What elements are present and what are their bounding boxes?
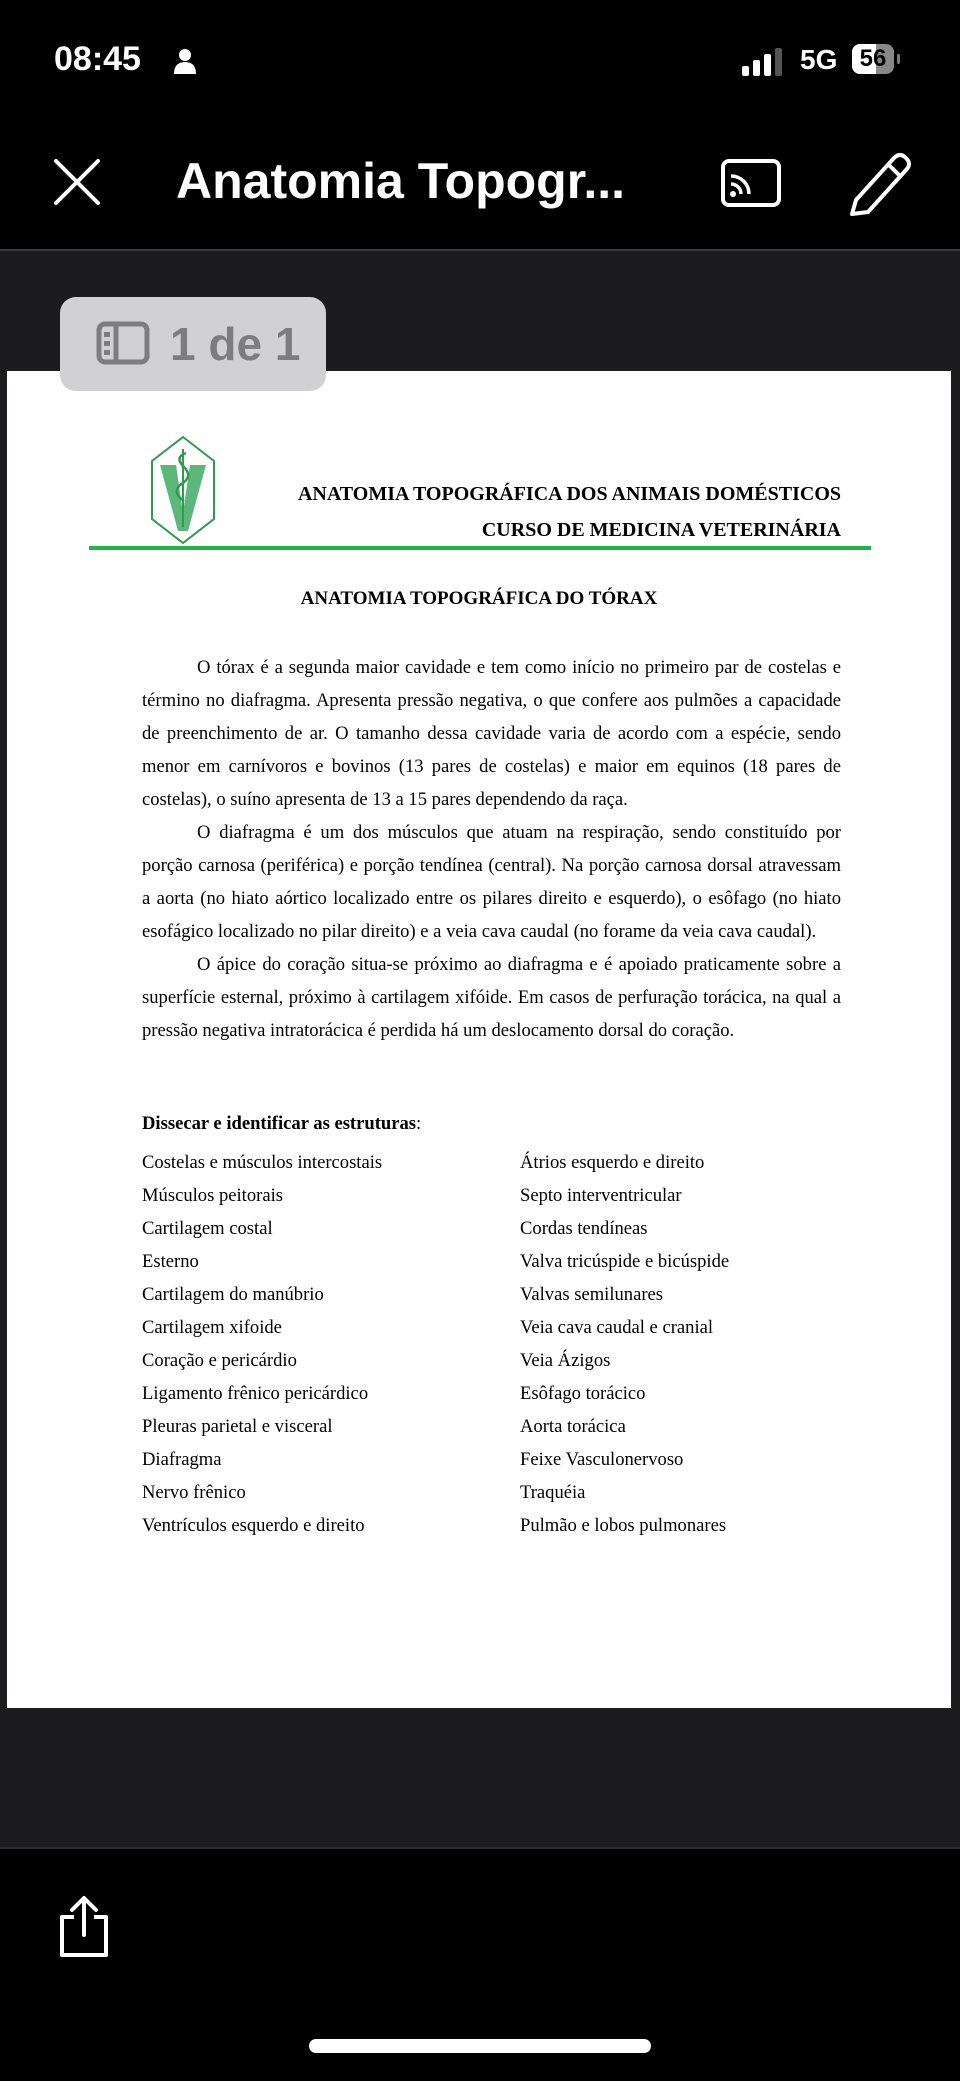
list-item: Aorta torácica	[520, 1416, 626, 1437]
list-item: Feixe Vasculonervoso	[520, 1449, 684, 1470]
list-item: Veia cava caudal e cranial	[520, 1317, 714, 1338]
person-icon	[174, 48, 196, 74]
list-item: Esôfago torácico	[520, 1383, 646, 1404]
edit-pencil-icon[interactable]	[848, 150, 912, 216]
veterinary-logo	[148, 435, 218, 545]
pdf-page	[7, 371, 951, 1708]
home-indicator[interactable]	[309, 2039, 651, 2053]
list-item: Músculos peitorais	[142, 1185, 283, 1206]
body-text	[142, 651, 841, 1047]
list-item: Esterno	[142, 1251, 199, 1272]
battery-level: 56	[859, 45, 887, 72]
section-title: ANATOMIA TOPOGRÁFICA DO TÓRAX	[300, 588, 658, 609]
list-item: Cordas tendíneas	[520, 1218, 648, 1239]
list-item: Coração e pericárdio	[142, 1350, 297, 1371]
list-item: Costelas e músculos intercostais	[142, 1152, 383, 1173]
status-bar	[0, 0, 960, 110]
list-item: Pulmão e lobos pulmonares	[520, 1515, 727, 1536]
list-item: Nervo frênico	[142, 1482, 246, 1503]
page-indicator[interactable]	[60, 297, 326, 391]
list-item: Ventrículos esquerdo e direito	[142, 1515, 365, 1536]
close-icon[interactable]	[52, 157, 102, 207]
paragraph: O tórax é a segunda maior cavidade e tem como início no primeiro par de costelas e término no diafragma. Apresenta pressão negativa, o que confere aos pulmões a capacidade de preenchimento de ar. O tamanho dessa cavidade varia de acordo com a espécie, sendo menor em carnívoros e bovinos (13 pares de costelas) e maior em equinos (18 pares de costelas), o suíno apresenta de 13 a 15 pares dependendo da raça.	[142, 657, 841, 810]
list-item: Traquéia	[520, 1482, 586, 1503]
dissect-heading-text: Dissecar e identificar as estruturas	[142, 1113, 417, 1134]
structures-list-left	[142, 1146, 382, 1542]
clock: 08:45	[54, 40, 141, 78]
list-item: Veia Ázigos	[520, 1350, 611, 1371]
list-item: Diafragma	[142, 1449, 222, 1470]
share-icon[interactable]	[56, 1895, 112, 1959]
header-line-2: CURSO DE MEDICINA VETERINÁRIA	[481, 519, 841, 541]
list-item: Ligamento frênico pericárdico	[142, 1383, 369, 1404]
list-item: Pleuras parietal e visceral	[142, 1416, 333, 1437]
dissect-heading	[142, 1113, 421, 1135]
paragraph: O diafragma é um dos músculos que atuam na respiração, sendo constituído por porção carnosa (periférica) e porção tendínea (central). Na porção carnosa dorsal atravessam a aorta (no hiato aórtico localizado entre os pilares direito e esquerdo), o esôfago (no hiato esofágico localizado no pilar direito) e a veia cava caudal (no forame da veia cava caudal).	[142, 822, 841, 942]
cast-icon[interactable]	[720, 158, 782, 208]
list-item: Cartilagem costal	[142, 1218, 273, 1239]
paragraph: O ápice do coração situa-se próximo ao diafragma e é apoiado praticamente sobre a superfície esternal, próximo à cartilagem xifóide. Em casos de perfuração torácica, na qual a pressão negativa intratorácica é perdida há um deslocamento dorsal do coração.	[142, 954, 841, 1041]
page-count: 1 de 1	[170, 318, 301, 370]
list-item: Septo interventricular	[520, 1185, 682, 1206]
structures-list-right	[520, 1146, 729, 1542]
list-item: Átrios esquerdo e direito	[520, 1152, 705, 1173]
header-divider	[89, 546, 871, 550]
signal-icon	[742, 48, 788, 76]
network-type: 5G	[800, 44, 838, 75]
list-item: Cartilagem do manúbrio	[142, 1284, 324, 1305]
sidebar-thumbnails-icon	[96, 321, 150, 365]
battery-icon	[852, 44, 894, 74]
dissect-colon: :	[416, 1113, 422, 1134]
list-item: Valvas semilunares	[520, 1284, 664, 1305]
list-item: Valva tricúspide e bicúspide	[520, 1251, 730, 1272]
header-line-1: ANATOMIA TOPOGRÁFICA DOS ANIMAIS DOMÉSTICOS	[297, 483, 841, 505]
list-item: Cartilagem xifoide	[142, 1317, 282, 1338]
document-title: Anatomia Topogr...	[176, 153, 626, 209]
